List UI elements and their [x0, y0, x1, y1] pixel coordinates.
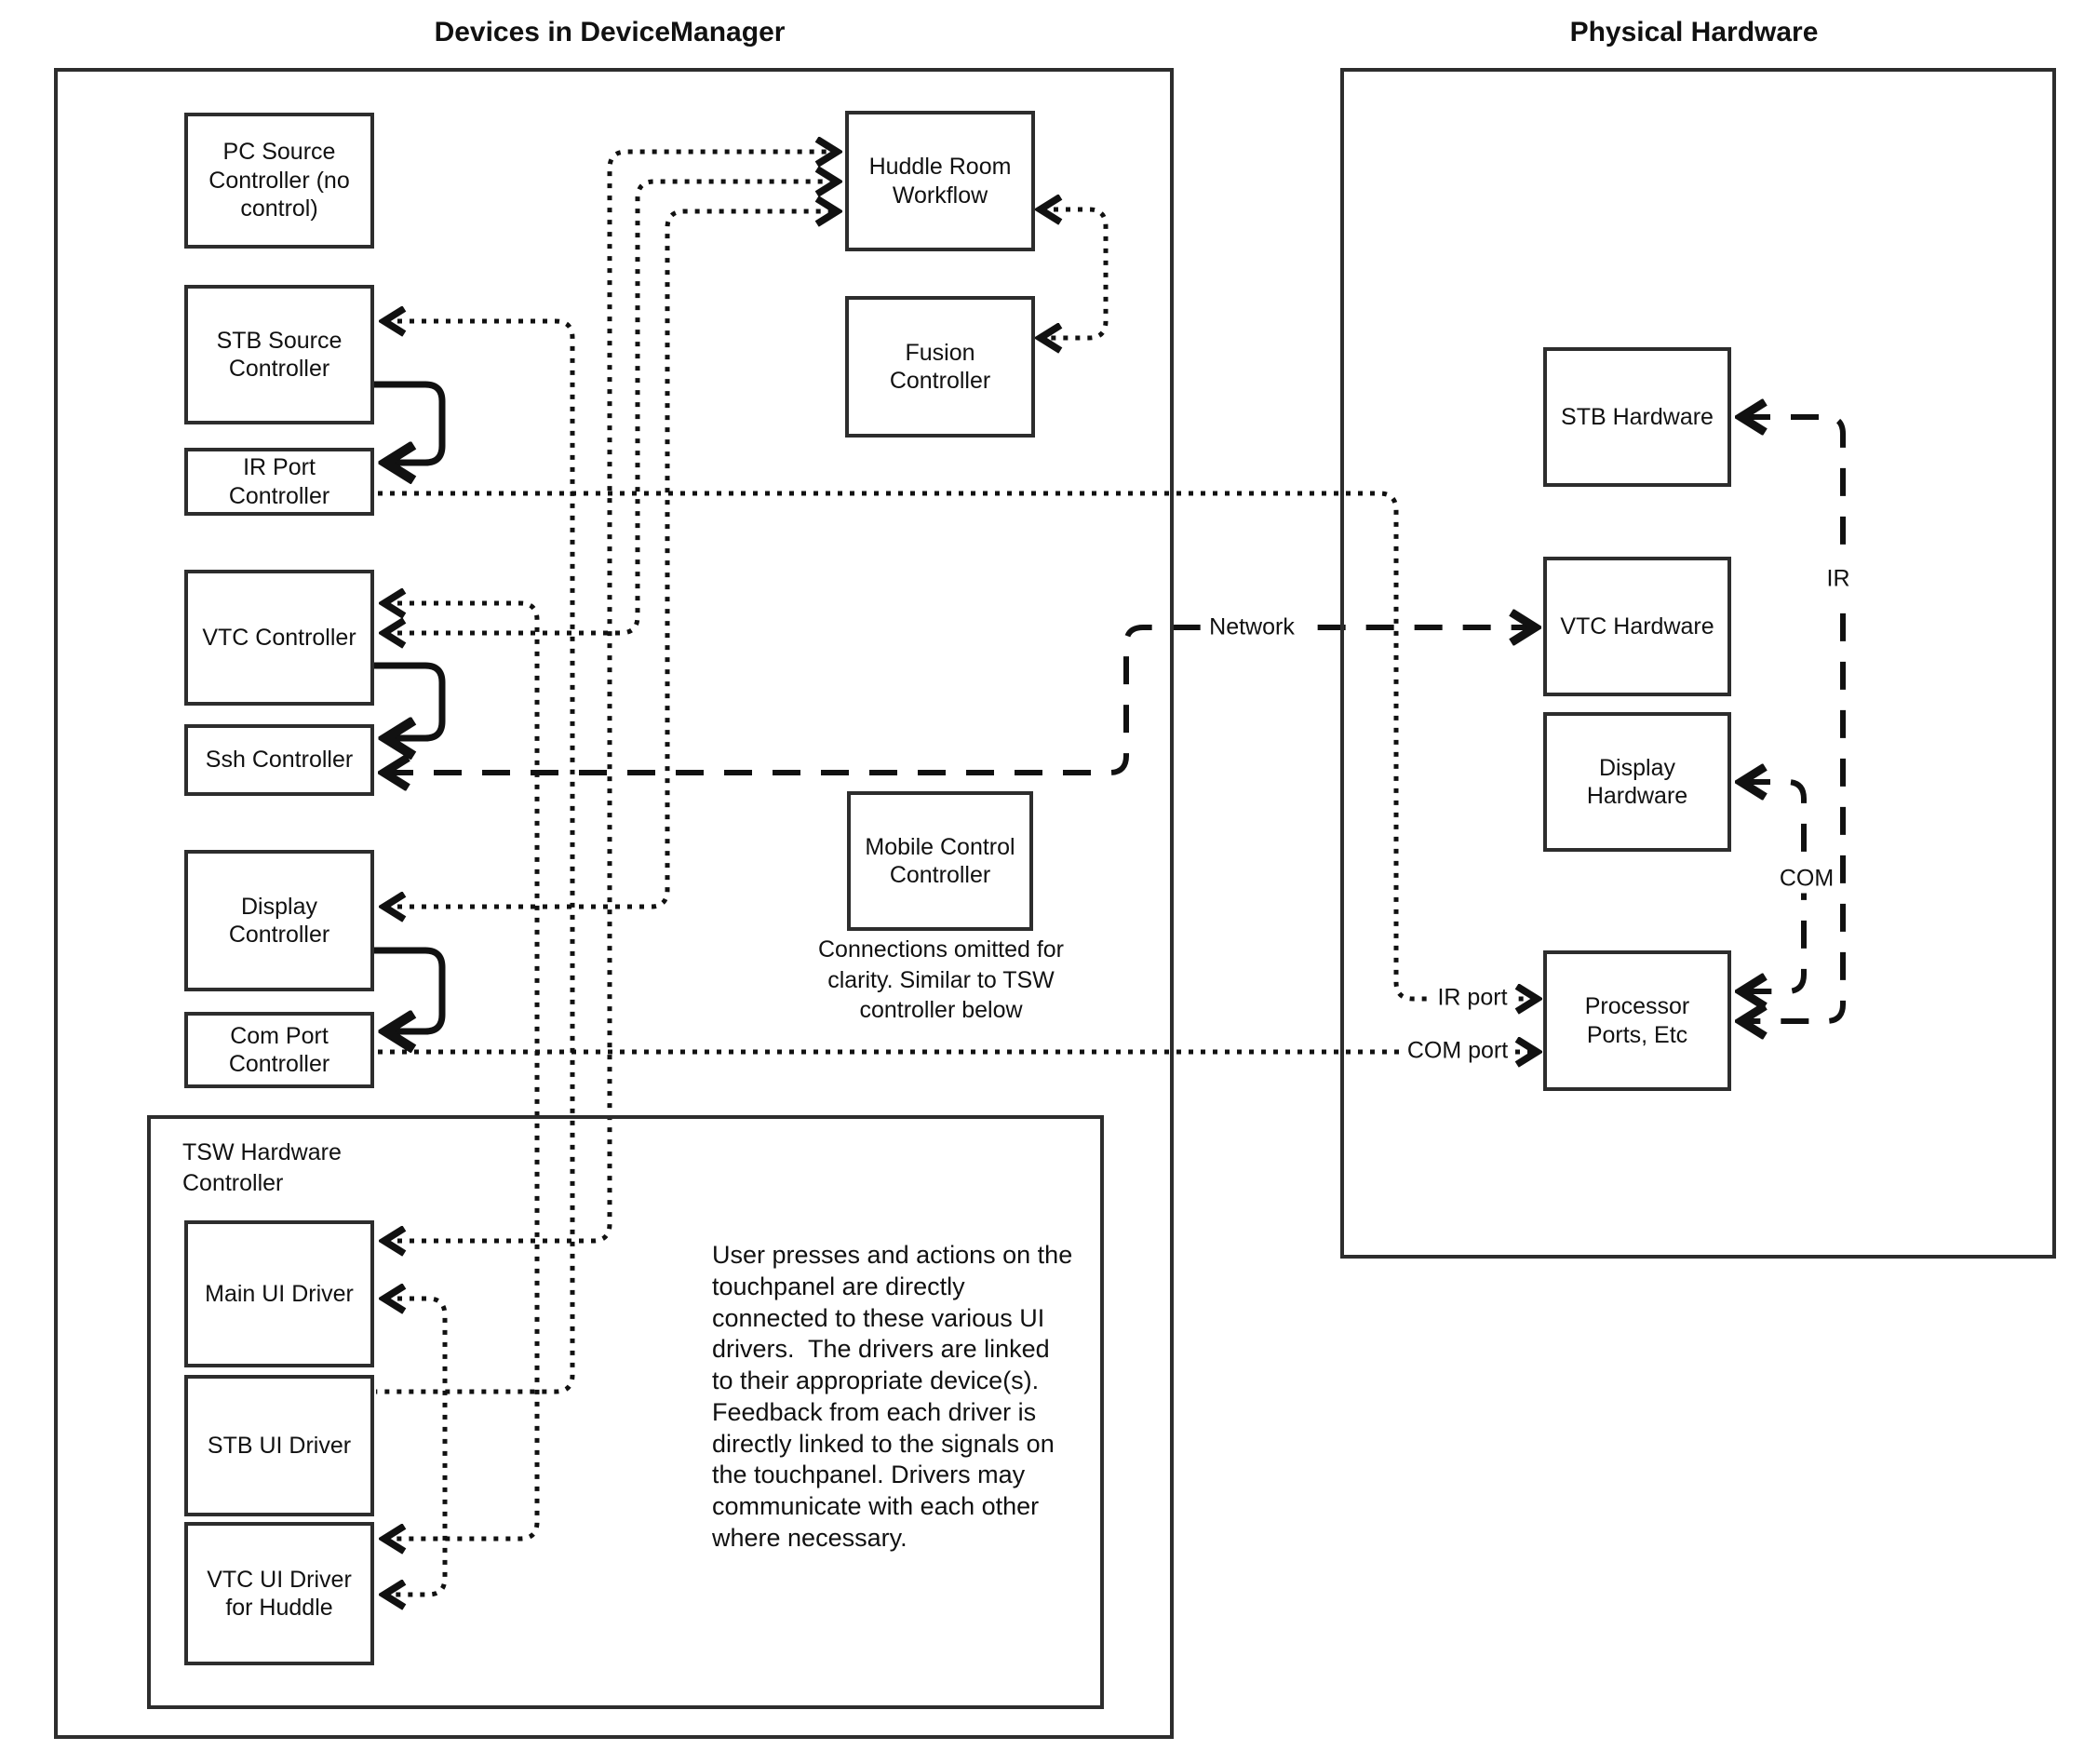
- mobile-controller-note: Connections omitted for clarity. Similar to TSW controller below: [817, 936, 1070, 1023]
- right-section-title: Physical Hardware: [1569, 17, 1819, 47]
- tsw-hardware-controller-label: TSW Hardware Controller: [182, 1139, 342, 1196]
- node-mobile-control-controller: Mobile Control Controller: [847, 791, 1033, 931]
- left-section-title: Devices in DeviceManager: [434, 17, 786, 47]
- node-fusion-controller: Fusion Controller: [845, 296, 1035, 438]
- node-processor-ports: Processor Ports, Etc: [1543, 950, 1731, 1091]
- ir-port-wire-label: IR port: [1432, 984, 1512, 1013]
- node-main-ui-driver: Main UI Driver: [184, 1220, 374, 1367]
- node-stb-hardware: STB Hardware: [1543, 347, 1731, 487]
- network-wire-label: Network: [1203, 613, 1300, 642]
- node-vtc-controller: VTC Controller: [184, 570, 374, 706]
- node-stb-source-controller: STB Source Controller: [184, 285, 374, 424]
- node-display-controller: Display Controller: [184, 850, 374, 991]
- node-com-port-controller: Com Port Controller: [184, 1012, 374, 1088]
- com-wire-label: COM: [1774, 865, 1839, 894]
- node-ir-port-controller: IR Port Controller: [184, 448, 374, 516]
- node-ssh-controller: Ssh Controller: [184, 724, 374, 796]
- node-huddle-room-workflow: Huddle Room Workflow: [845, 111, 1035, 251]
- com-port-wire-label: COM port: [1402, 1037, 1513, 1066]
- node-vtc-hardware: VTC Hardware: [1543, 557, 1731, 696]
- node-vtc-ui-driver: VTC UI Driver for Huddle: [184, 1522, 374, 1665]
- ir-wire-label: IR: [1821, 565, 1856, 594]
- node-stb-ui-driver: STB UI Driver: [184, 1375, 374, 1516]
- node-pc-source-controller: PC Source Controller (no control): [184, 113, 374, 249]
- node-display-hardware: Display Hardware: [1543, 712, 1731, 852]
- tsw-drivers-note: User presses and actions on the touchpanel are directly connected to these various UI drivers. The drivers are linked to their appropriate device(s). Feedback from each driver is directly linked to the signals on the touchpanel. Drivers may communicate with each other where necessary.: [712, 1241, 1080, 1552]
